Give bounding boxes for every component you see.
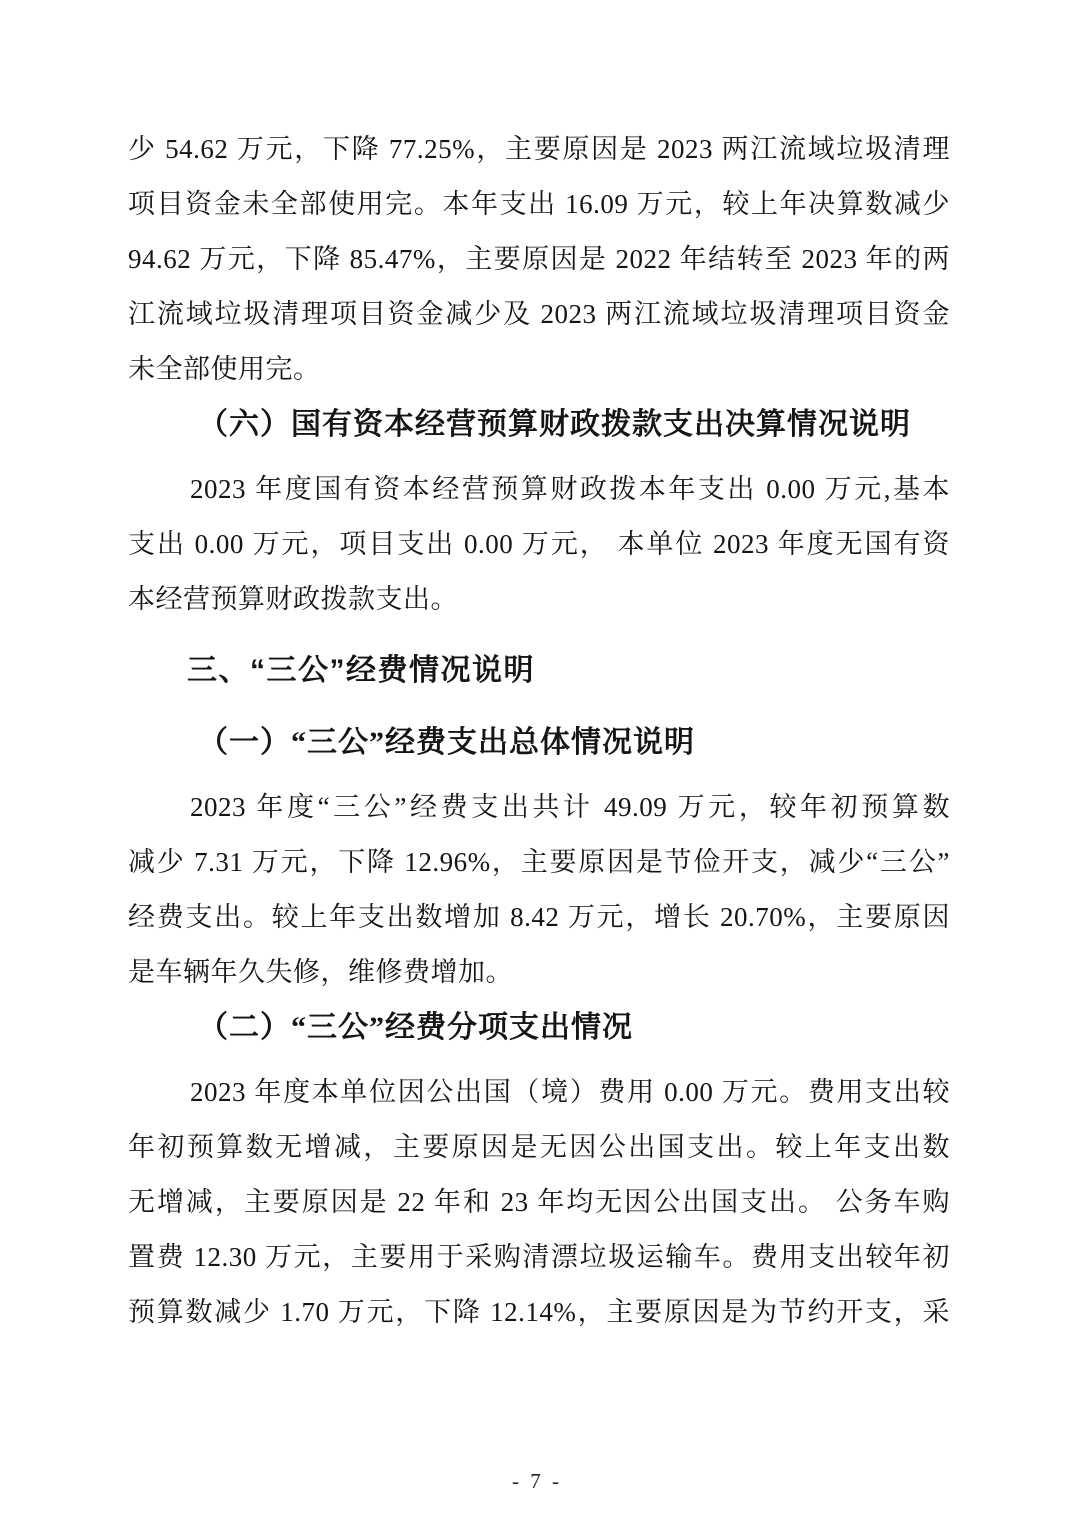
text-line: 无增减，主要原因是 22 年和 23 年均无因公出国支出。 公务车购 xyxy=(128,1187,950,1217)
heading-section-3-2: （二）“三公”经费分项支出情况 xyxy=(198,1011,633,1044)
text-line: 2023 年度国有资本经营预算财政拨本年支出 0.00 万元,基本 xyxy=(190,474,950,504)
text-line: 经费支出。较上年支出数增加 8.42 万元，增长 20.70%，主要原因 xyxy=(128,902,950,932)
text-line: 江流域垃圾清理项目资金减少及 2023 两江流域垃圾清理项目资金 xyxy=(128,299,950,329)
text-line: 项目资金未全部使用完。本年支出 16.09 万元，较上年决算数减少 xyxy=(128,189,950,219)
text-line: 未全部使用完。 xyxy=(128,354,321,384)
text-line: 减少 7.31 万元，下降 12.96%，主要原因是节俭开支，减少“三公” xyxy=(128,847,950,877)
text-line: 是车辆年久失修，维修费增加。 xyxy=(128,957,513,987)
text-line: 少 54.62 万元，下降 77.25%，主要原因是 2023 两江流域垃圾清理 xyxy=(128,134,950,164)
heading-section-6: （六）国有资本经营预算财政拨款支出决算情况说明 xyxy=(198,408,911,441)
page-number: - 7 - xyxy=(512,1469,562,1493)
text-line: 支出 0.00 万元，项目支出 0.00 万元， 本单位 2023 年度无国有资 xyxy=(128,529,950,559)
heading-section-3-1: （一）“三公”经费支出总体情况说明 xyxy=(198,726,695,759)
text-line: 本经营预算财政拨款支出。 xyxy=(128,584,458,614)
text-line: 2023 年度“三公”经费支出共计 49.09 万元，较年初预算数 xyxy=(190,792,950,822)
text-line: 2023 年度本单位因公出国（境）费用 0.00 万元。费用支出较 xyxy=(190,1077,950,1107)
heading-chapter-3: 三、“三公”经费情况说明 xyxy=(187,654,535,687)
text-line: 预算数减少 1.70 万元，下降 12.14%，主要原因是为节约开支，采 xyxy=(128,1297,950,1327)
document-body xyxy=(128,122,950,1340)
text-line: 置费 12.30 万元，主要用于采购清漂垃圾运输车。费用支出较年初 xyxy=(128,1242,950,1272)
text-line: 年初预算数无增减，主要原因是无因公出国支出。较上年支出数 xyxy=(128,1132,950,1162)
text-line: 94.62 万元，下降 85.47%，主要原因是 2022 年结转至 2023 年的两 xyxy=(128,244,950,274)
